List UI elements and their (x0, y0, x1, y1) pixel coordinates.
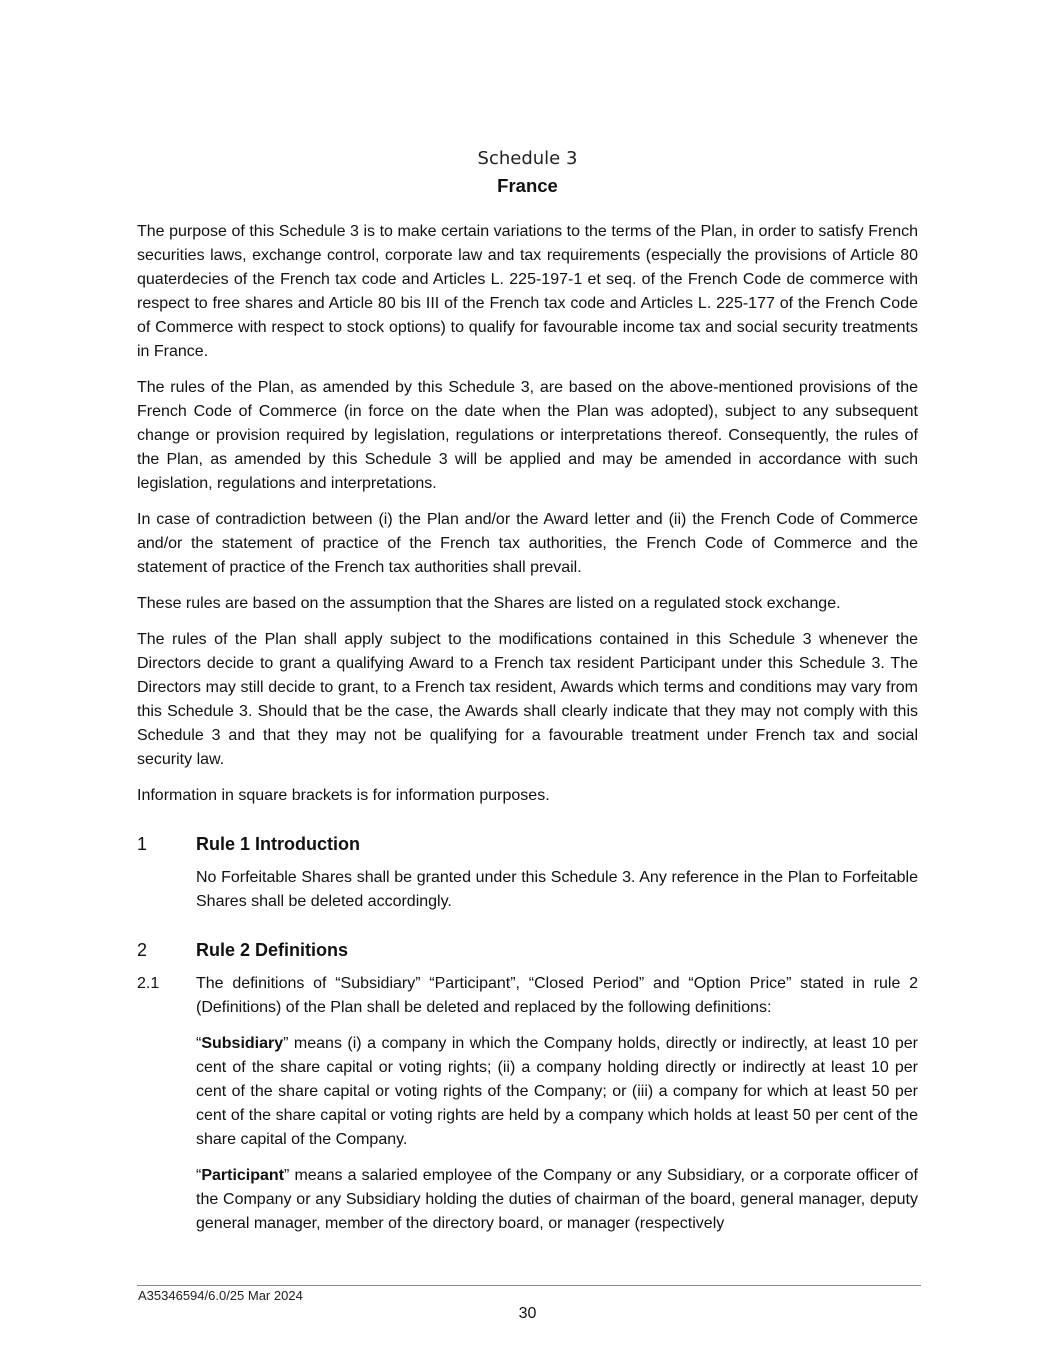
open-quote: “ (196, 1035, 202, 1052)
intro-paragraph-purpose: The purpose of this Schedule 3 is to make certain variations to the terms of the Plan, in order to satisfy French securities laws, exchange control, corporate law and tax requirements (especially the provisions of Article 80 quaterdecies of the French tax code and Articles L. 225-197-1 et seq. of the French Code de commerce with respect to free shares and Article 80 bis III of the French tax code and Articles L. 225-177 of the French Code of Commerce with respect to stock options) to qualify for favourable income tax and social security treatments in France. (137, 223, 918, 360)
open-quote: “ (196, 1167, 202, 1184)
section-1-text: No Forfeitable Shares shall be granted under this Schedule 3. Any reference in the Plan to Forfeitable Shares shall be deleted accordingly. (196, 869, 918, 910)
clause-2-1-text: The definitions of “Subsidiary” “Participant”, “Closed Period” and “Option Price” stated in rule 2 (Definitions) of the Plan shall be deleted and replaced by the following definitions: (196, 975, 918, 1016)
intro-paragraph-application: The rules of the Plan shall apply subject to the modifications contained in this Schedule 3 whenever the Directors decide to grant a qualifying Award to a French tax resident Participant under this Schedule 3. The Directors may still decide to grant, to a French tax resident, Awards which terms and conditions may vary from this Schedule 3. Should that be the case, the Awards shall clearly indicate that they may not comply with this Schedule 3 and that they may not be qualifying for a favourable treatment under French tax and social security law. (137, 631, 918, 768)
clause-2-1 (137, 972, 918, 1020)
definition-participant (196, 1164, 918, 1236)
section-title: Rule 1 Introduction (196, 834, 360, 854)
clause-number: 2.1 (137, 975, 160, 992)
page-number: 30 (518, 1305, 537, 1322)
defined-term-participant: Participant (201, 1167, 285, 1184)
definition-text: ” means (i) a company in which the Company holds, directly or indirectly, at least 10 per cent of the share capital or voting rights; (ii) a company holding directly or indirectly at least 10 per cent of the share capital or voting rights of the Company; or (iii) a company for which at least 50 per cent of the share capital or voting rights are held by a company which holds at least 50 per cent of the share capital of the Company. (196, 1035, 918, 1148)
section-heading-1 (137, 832, 918, 856)
intro-paragraph-contradiction: In case of contradiction between (i) the Plan and/or the Award letter and (ii) the French Code of Commerce and/or the statement of practice of the French tax authorities, the French Code of Commerce and the statement of practice of the French tax authorities shall prevail. (137, 511, 918, 576)
section-heading-2 (137, 938, 918, 962)
section-number: 1 (137, 834, 148, 854)
intro-paragraph-information: Information in square brackets is for information purposes. (137, 787, 550, 804)
section-number: 2 (137, 940, 148, 960)
intro-paragraph-assumption: These rules are based on the assumption that the Shares are listed on a regulated stock exchange. (137, 595, 841, 612)
footer-divider (137, 1285, 921, 1286)
document-body (137, 220, 918, 1248)
definition-text: ” means a salaried employee of the Company or any Subsidiary, or a corporate officer of the Company or any Subsidiary holding the duties of chairman of the board, general manager, deputy general manager, member of the directory board, or manager (respectively (196, 1167, 918, 1232)
schedule-title: Schedule 3 (477, 148, 578, 169)
document-reference: A35346594/6.0/25 Mar 2024 (138, 1288, 303, 1303)
section-title: Rule 2 Definitions (196, 940, 349, 960)
defined-term-subsidiary: Subsidiary (201, 1035, 284, 1052)
definition-subsidiary (196, 1032, 918, 1152)
country-title: France (497, 175, 558, 196)
intro-paragraph-rules: The rules of the Plan, as amended by this Schedule 3, are based on the above-mentioned provisions of the French Code of Commerce (in force on the date when the Plan was adopted), subject to any subsequent change or provision required by legislation, regulations or interpretations thereof. Consequently, the rules of the Plan, as amended by this Schedule 3 will be applied and may be amended in accordance with such legislation, regulations and interpretations. (137, 379, 918, 492)
